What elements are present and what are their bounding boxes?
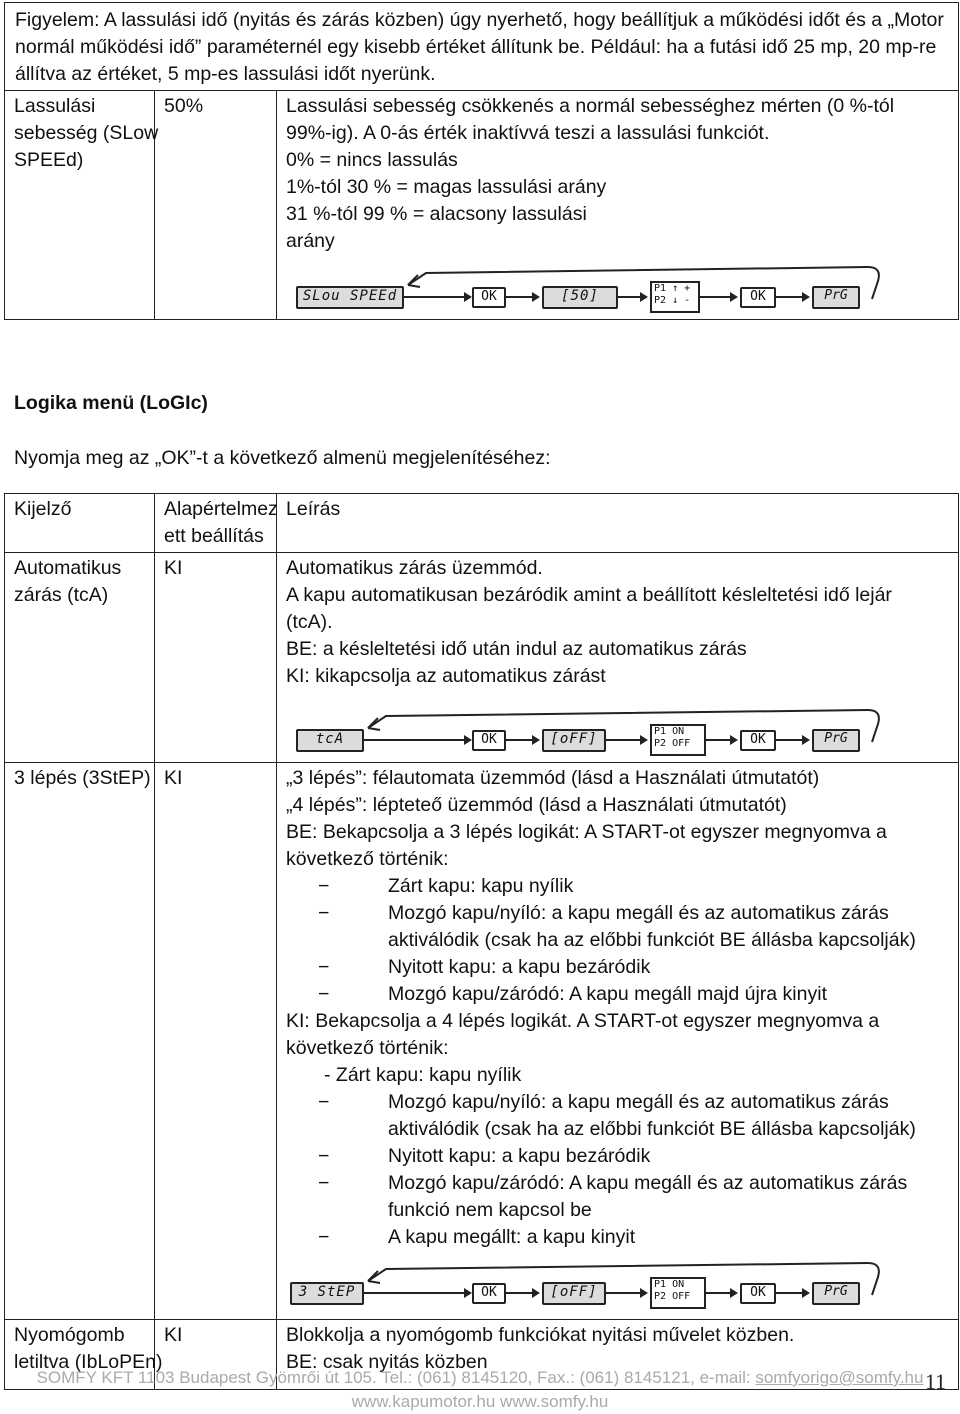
display-label: SPEEd) <box>14 149 84 171</box>
description-line: 1%-tól 30 % = magas lassulási arány <box>286 176 607 198</box>
p1-symbol: ON <box>672 726 685 737</box>
bullet-text: Zárt kapu: kapu nyílik <box>388 875 574 897</box>
tca-description-cell <box>277 553 959 763</box>
p2-label: P2 <box>654 1291 667 1302</box>
description-line: „3 lépés”: félautomata üzemmód (lásd a Használati útmutatót) <box>286 767 820 789</box>
dash-marker: − <box>318 1091 330 1113</box>
tca-default-cell <box>155 553 277 763</box>
description-line: következő történik: <box>286 848 449 870</box>
header-description <box>277 494 959 553</box>
dash-marker: − <box>318 875 330 897</box>
description-line: BE: a késleltetési idő után indul az automatikus zárás <box>286 638 747 660</box>
lcd-display: tcA <box>296 729 364 752</box>
bullet-text: Nyitott kapu: a kapu bezáródik <box>388 1145 651 1167</box>
p1-p2-keys <box>650 724 706 756</box>
section-title: Logika menü (LoGIc) <box>14 392 208 414</box>
bullet-item <box>286 1224 949 1251</box>
note-line: normál működési idő” paraméternél egy kisebb értéket állítunk be. Például: ha a futási idő 25 mp, 20 mp-re <box>15 36 937 58</box>
p1-label: P1 <box>654 1279 667 1290</box>
p1-symbol: ON <box>672 1279 685 1290</box>
footer-email-link[interactable]: somfyorigo@somfy.hu <box>755 1368 924 1387</box>
dash-marker: − <box>318 902 330 924</box>
tca-diagram <box>286 702 949 760</box>
description-line: 99%-ig). A 0-ás érték inaktívvá teszi a lassulási funkciót. <box>286 122 770 144</box>
step3-description <box>286 765 949 1251</box>
note-line: állítva az értéket, 5 mp-es lassulási időt nyerünk. <box>15 63 436 85</box>
bullet-item <box>286 900 949 954</box>
p2-symbol: OFF <box>672 738 691 749</box>
bullet-item <box>286 873 949 900</box>
header-label: Kijelző <box>14 498 72 520</box>
ok-button: OK <box>472 1283 506 1304</box>
description-line: BE: csak nyitás közben <box>286 1351 488 1373</box>
p1-label: P1 <box>654 283 667 294</box>
description-line: KI: Bekapcsolja a 4 lépés logikát. A START-ot egyszer megnyomva a <box>286 1010 880 1032</box>
default-value: KI <box>164 1324 183 1346</box>
dash-marker: − <box>318 1226 330 1248</box>
bullet-item <box>286 1143 949 1170</box>
bullet-item <box>286 981 949 1008</box>
lcd-display: 3 StEP <box>290 1282 364 1305</box>
header-default <box>155 494 277 553</box>
logic-table <box>4 493 959 1390</box>
dash-marker: − <box>318 956 330 978</box>
display-label: zárás (tcA) <box>14 584 109 606</box>
ok-button: OK <box>740 1283 776 1304</box>
value-display: [50] <box>542 286 618 309</box>
description-line: Blokkolja a nyomógomb funkciókat nyitási művelet közben. <box>286 1324 795 1346</box>
default-value: KI <box>164 767 183 789</box>
display-label: sebesség (SLow <box>14 122 159 144</box>
slow-speed-diagram <box>286 259 949 317</box>
description-line: A kapu automatikusan bezáródik amint a beállított késleltetési idő lejár <box>286 584 892 606</box>
p1-p2-keys <box>650 1277 706 1309</box>
lcd-display: SLou SPEEd <box>296 286 404 309</box>
bullet-text: Nyitott kapu: a kapu bezáródik <box>388 956 651 978</box>
slow-speed-display-cell <box>5 91 159 320</box>
description-line: következő történik: <box>286 1037 449 1059</box>
display-label: Nyomógomb <box>14 1324 125 1346</box>
p2-label: P2 <box>654 295 667 306</box>
ok-button: OK <box>740 730 776 751</box>
step3-diagram <box>286 1255 949 1313</box>
bullet-text: Mozgó kapu/záródó: A kapu megáll majd újra kinyit <box>388 983 827 1005</box>
value-display: [oFF] <box>542 729 606 752</box>
description-line: KI: kikapcsolja az automatikus zárást <box>286 665 606 687</box>
note-cell <box>5 3 959 91</box>
footer-address: SOMFY KFT 1103 Budapest Gyömrői út 105. Tel.: (061) 8145120, Fax.: (061) 8145121, e-mail: <box>36 1368 756 1387</box>
bullet-item <box>286 954 949 981</box>
footer-contact <box>0 1366 960 1390</box>
note-line: Figyelem: A lassulási idő (nyitás és zárás közben) úgy nyerhető, hogy beállítjuk a működési időt és a „Motor <box>15 9 944 31</box>
description-line: 31 %-tól 99 % = alacsony lassulási <box>286 203 587 225</box>
section-intro: Nyomja meg az „OK”-t a következő almenü megjelenítéséhez: <box>14 447 551 469</box>
slow-speed-default-cell <box>155 91 277 320</box>
ok-button: OK <box>740 287 776 308</box>
bullet-item <box>286 1170 949 1224</box>
description-line: „4 lépés”: lépteteő üzemmód (lásd a Használati útmutatót) <box>286 794 787 816</box>
slow-speed-description-cell <box>277 91 959 320</box>
default-value: KI <box>164 557 183 579</box>
page-footer <box>0 1366 960 1414</box>
description-line: (tcA). <box>286 611 333 633</box>
description-line: arány <box>286 230 335 252</box>
p2-symbol: ↓ - <box>672 295 691 306</box>
slow-speed-table <box>4 2 959 320</box>
ok-button: OK <box>472 730 506 751</box>
description-line: BE: Bekapcsolja a 3 lépés logikát: A START-ot egyszer megnyomva a <box>286 821 887 843</box>
header-label: Alapértelmez <box>164 498 278 520</box>
header-label: ett beállítás <box>164 525 264 547</box>
dash-marker: − <box>318 983 330 1005</box>
description-line: - Zárt kapu: kapu nyílik <box>324 1064 522 1086</box>
bullet-text: A kapu megállt: a kapu kinyit <box>388 1226 636 1248</box>
p1-label: P1 <box>654 726 667 737</box>
tca-display-cell <box>5 553 155 763</box>
p1-symbol: ↑ + <box>672 283 691 294</box>
header-label: Leírás <box>286 498 341 520</box>
bullet-text: Mozgó kapu/nyíló: a kapu megáll és az automatikus zárás aktiválódik (csak ha az előbbi funkciót BE állásba kapcsolják) <box>388 902 916 951</box>
bullet-item <box>286 1089 949 1143</box>
p1-p2-keys <box>650 281 700 313</box>
dash-marker: − <box>318 1145 330 1167</box>
description-line: 0% = nincs lassulás <box>286 149 458 171</box>
display-label: Automatikus <box>14 557 122 579</box>
step3-description-cell <box>277 763 959 1320</box>
display-label: Lassulási <box>14 95 96 117</box>
prg-button: PrG <box>812 1282 860 1305</box>
value-display: [oFF] <box>542 1282 606 1305</box>
description-line: Automatikus zárás üzemmód. <box>286 557 543 579</box>
footer-websites: www.kapumotor.hu www.somfy.hu <box>351 1392 609 1411</box>
bullet-text: Mozgó kapu/nyíló: a kapu megáll és az automatikus zárás aktiválódik (csak ha az előbbi funkciót BE állásba kapcsolják) <box>388 1091 916 1140</box>
display-label: letiltva (IbLoPEn) <box>14 1351 163 1373</box>
dash-marker: − <box>318 1172 330 1194</box>
prg-button: PrG <box>812 729 860 752</box>
display-label: 3 lépés (3StEP) <box>14 767 151 789</box>
p2-symbol: OFF <box>672 1291 691 1302</box>
page-number: 11 <box>924 1369 946 1394</box>
default-value: 50% <box>164 95 204 117</box>
step3-default-cell <box>155 763 277 1320</box>
header-display <box>5 494 155 553</box>
p2-label: P2 <box>654 738 667 749</box>
description-line: Lassulási sebesség csökkenés a normál sebességhez mérten (0 %-tól <box>286 95 895 117</box>
bullet-text: Mozgó kapu/záródó: A kapu megáll és az automatikus zárás funkció nem kapcsol be <box>388 1172 908 1221</box>
ok-button: OK <box>472 287 506 308</box>
step3-display-cell <box>5 763 155 1320</box>
prg-button: PrG <box>812 286 860 309</box>
